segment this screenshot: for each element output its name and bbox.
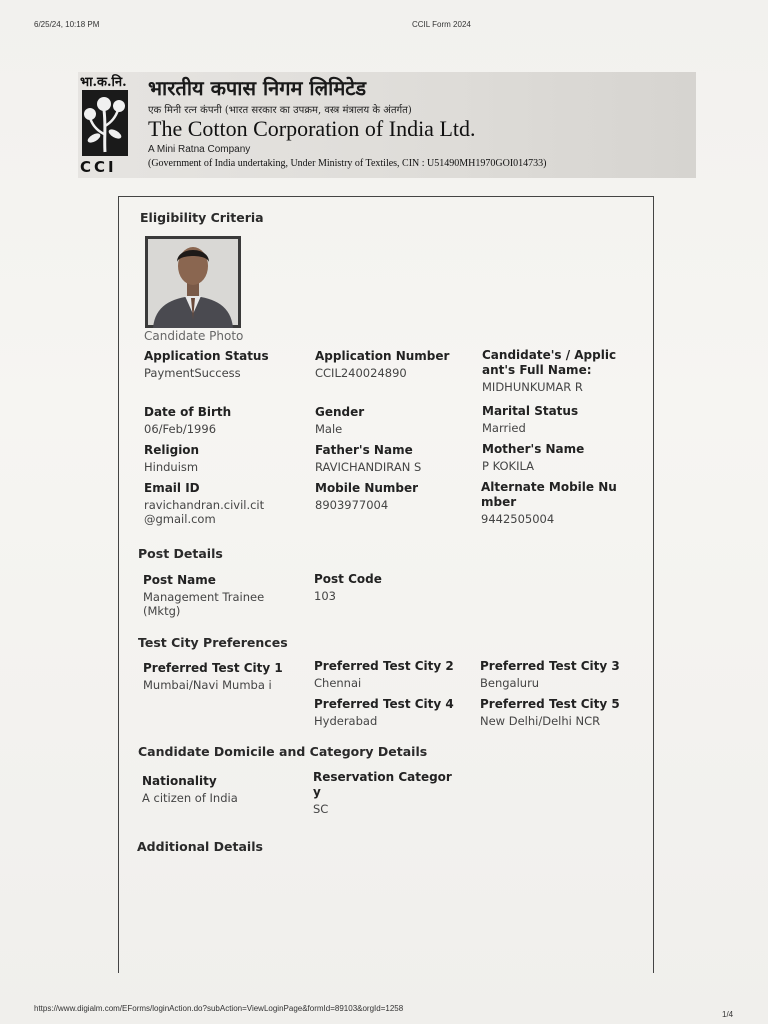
field-label: Marital Status — [482, 404, 579, 418]
field-value: 8903977004 — [315, 498, 389, 512]
field-preferred-city-4 — [314, 697, 464, 728]
field-preferred-city-1 — [143, 661, 288, 692]
company-subtitle-hindi: एक मिनी रत्न कंपनी (भारत सरकार का उपक्रम, वस्त्र मंत्रालय के अंतर्गत) — [148, 105, 412, 116]
field-label: Preferred Test City 4 — [314, 697, 454, 711]
field-value: Management Trainee (Mktg) — [143, 590, 265, 618]
field-value: SC — [313, 802, 329, 816]
field-alternate-mobile — [481, 480, 623, 526]
field-value: Mumbai/Navi Mumba i — [143, 678, 272, 692]
field-label: Alternate Mobile Nu mber — [481, 480, 617, 509]
field-preferred-city-5 — [480, 697, 630, 728]
field-marital-status — [482, 404, 624, 435]
print-title: CCIL Form 2024 — [412, 20, 471, 29]
logo-cci-text: CCI — [80, 158, 117, 176]
logo-abbreviation: भा.क.नि. — [80, 75, 127, 90]
field-value: 9442505004 — [481, 512, 555, 526]
field-post-name — [143, 573, 288, 618]
field-value: Bengaluru — [480, 676, 540, 690]
field-label: Preferred Test City 1 — [143, 661, 283, 675]
field-reservation-category — [313, 770, 453, 816]
print-datetime: 6/25/24, 10:18 PM — [34, 20, 100, 29]
field-father-name — [315, 443, 465, 474]
field-value: 06/Feb/1996 — [144, 422, 217, 436]
company-name-english: The Cotton Corporation of India Ltd. — [148, 116, 476, 141]
field-label: Application Status — [144, 349, 269, 363]
field-value: New Delhi/Delhi NCR — [480, 714, 601, 728]
field-post-code — [314, 572, 464, 603]
field-label: Religion — [144, 443, 200, 457]
field-label: Preferred Test City 3 — [480, 659, 620, 673]
field-value: 103 — [314, 589, 336, 603]
field-value: RAVICHANDIRAN S — [315, 460, 422, 474]
field-mobile-number — [315, 481, 465, 512]
cotton-plant-logo-icon — [82, 90, 128, 156]
field-value: Male — [315, 422, 343, 436]
field-gender — [315, 405, 465, 436]
field-label: Preferred Test City 2 — [314, 659, 454, 673]
field-label: Email ID — [144, 481, 200, 495]
field-label: Application Number — [315, 349, 450, 363]
field-value: Chennai — [314, 676, 362, 690]
field-label: Gender — [315, 405, 365, 419]
field-label: Post Name — [143, 573, 216, 587]
field-value: A citizen of India — [142, 791, 238, 805]
field-mother-name — [482, 442, 624, 473]
field-value: MIDHUNKUMAR R — [482, 380, 583, 394]
field-value: ravichandran.civil.cit @gmail.com — [144, 498, 265, 526]
field-application-status — [144, 349, 294, 380]
field-preferred-city-2 — [314, 659, 464, 690]
print-footer-url: https://www.digialm.com/EForms/loginAction.do?subAction=ViewLoginPage&formId=89103&orgId=1258 — [34, 1004, 404, 1013]
field-label: Nationality — [142, 774, 217, 788]
letterhead — [78, 72, 696, 178]
field-application-number — [315, 349, 465, 380]
field-value: Hinduism — [144, 460, 199, 474]
section-eligibility-criteria: Eligibility Criteria — [140, 210, 264, 225]
field-label: Mother's Name — [482, 442, 585, 456]
photo-caption: Candidate Photo — [144, 329, 244, 343]
section-test-city-preferences: Test City Preferences — [138, 635, 288, 650]
field-religion — [144, 443, 294, 474]
field-label: Date of Birth — [144, 405, 232, 419]
section-domicile-category: Candidate Domicile and Category Details — [138, 744, 428, 759]
field-value: Hyderabad — [314, 714, 378, 728]
company-name-hindi: भारतीय कपास निगम लिमिटेड — [148, 76, 367, 100]
field-label: Mobile Number — [315, 481, 419, 495]
field-preferred-city-3 — [480, 659, 630, 690]
section-post-details: Post Details — [138, 546, 223, 561]
field-label: Reservation Categor y — [313, 770, 452, 799]
field-value: P KOKILA — [482, 459, 535, 473]
field-label: Post Code — [314, 572, 382, 586]
field-label: Father's Name — [315, 443, 413, 457]
field-value: CCIL240024890 — [315, 366, 407, 380]
field-full-name — [482, 348, 624, 394]
field-nationality — [142, 774, 292, 805]
section-additional-details: Additional Details — [137, 839, 263, 854]
field-label: Preferred Test City 5 — [480, 697, 620, 711]
field-label: Candidate's / Applic ant's Full Name: — [482, 348, 617, 377]
print-page-number: 1/4 — [722, 1010, 734, 1019]
field-email-id — [144, 481, 284, 526]
field-value: Married — [482, 421, 526, 435]
field-date-of-birth — [144, 405, 294, 436]
mini-ratna-label: A Mini Ratna Company — [148, 144, 251, 155]
candidate-photo — [145, 236, 241, 328]
field-value: PaymentSuccess — [144, 366, 241, 380]
government-undertaking-line: (Government of India undertaking, Under Ministry of Textiles, CIN : U51490MH1970GOI014733) — [148, 158, 547, 169]
